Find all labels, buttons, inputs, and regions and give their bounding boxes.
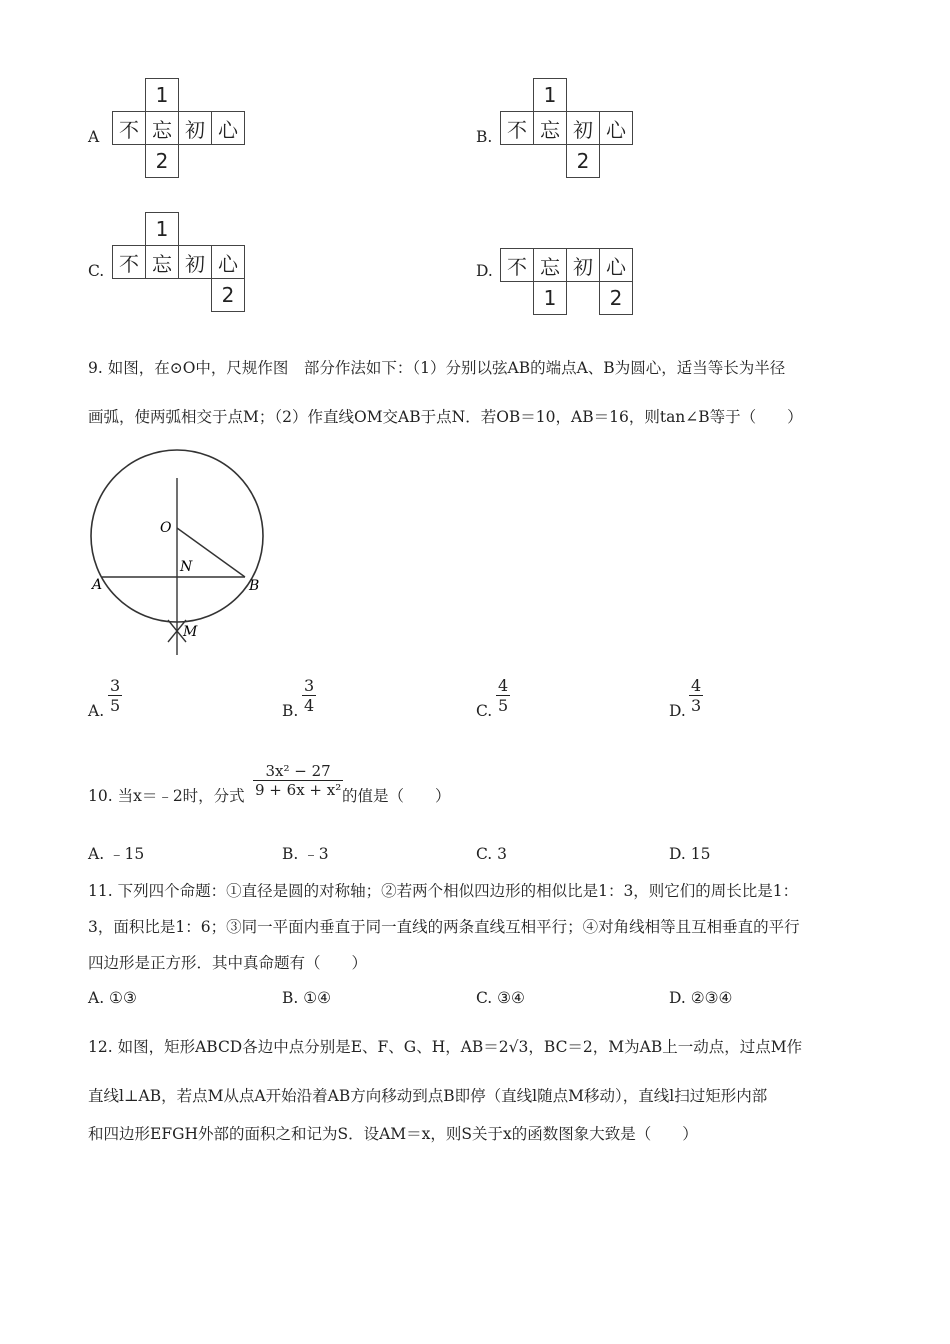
net-cell-middle: 忘: [145, 111, 179, 145]
q10-denominator: 9 + 6x + x²: [255, 781, 342, 799]
net-cell-middle: 忘: [145, 245, 179, 279]
q10-option-b: B. ﹣3: [282, 845, 329, 863]
net-cell-top: 1: [533, 78, 567, 112]
q10-suffix: 的值是（ ）: [342, 787, 451, 805]
q11-option-c: C. ③④: [476, 989, 525, 1007]
net-cell-middle: 忘: [533, 248, 567, 282]
q11-option-d: D. ②③④: [669, 989, 733, 1007]
net-cell-middle: 心: [599, 248, 633, 282]
net-cell-middle: 忘: [533, 111, 567, 145]
fraction-denominator: 3: [691, 696, 702, 715]
net-cell-top: 1: [145, 212, 179, 246]
net-cell-bottom: 2: [211, 278, 245, 312]
cube-net-label: A: [88, 128, 100, 146]
q12-line1: 12. 如图，矩形ABCD各边中点分别是E、F、G、H，AB＝2√3，BC＝2，M为AB上一动点，过点M作: [88, 1038, 803, 1056]
fraction-denominator: 5: [110, 696, 121, 715]
fraction-numerator: 3: [110, 676, 121, 695]
q10-fraction: [253, 762, 343, 799]
label-n: N: [180, 559, 193, 575]
net-cell-middle: 初: [178, 245, 212, 279]
cube-net-label: C.: [88, 262, 105, 280]
q9-option-label: A.: [88, 702, 105, 720]
q11-line3: 四边形是正方形．其中真命题有（ ）: [88, 954, 368, 972]
q12-line3: 和四边形EFGH外部的面积之和记为S．设AM＝x，则S关于x的函数图象大致是（ ）: [88, 1125, 698, 1143]
q9-option-label: D.: [669, 702, 686, 720]
cube-net-label: B.: [476, 128, 493, 146]
q10-option-d: D. 15: [669, 845, 711, 863]
label-a: A: [92, 577, 103, 593]
net-cell-middle: 不: [500, 248, 534, 282]
q9-option-fraction: [302, 676, 316, 715]
net-cell-bottom: 2: [145, 144, 179, 178]
fraction-numerator: 4: [691, 676, 702, 695]
net-cell-middle: 不: [112, 245, 146, 279]
q11-option-a: A. ①③: [88, 989, 137, 1007]
net-cell-middle: 心: [211, 111, 245, 145]
q11-line2: 3，面积比是1：6；③同一平面内垂直于同一直线的两条直线互相平行；④对角线相等且互相垂直的平行: [88, 918, 800, 936]
q9-option-label: B.: [282, 702, 299, 720]
q11-line1: 11. 下列四个命题：①直径是圆的对称轴；②若两个相似四边形的相似比是1：3，则它们的周长比是1：: [88, 882, 799, 900]
q10-numerator: 3x² − 27: [265, 762, 331, 780]
q9-line2: 画弧，使两弧相交于点M；（2）作直线OM交AB于点N．若OB＝10，AB＝16，则tan∠B等于（ ）: [88, 408, 803, 426]
q10-option-c: C. 3: [476, 845, 508, 863]
fraction-numerator: 3: [304, 676, 315, 695]
q10-option-a: A. ﹣15: [88, 845, 145, 863]
q9-option-label: C.: [476, 702, 493, 720]
net-cell-middle: 初: [178, 111, 212, 145]
net-cell-middle: 初: [566, 111, 600, 145]
q10-prefix: 10. 当x＝﹣2时，分式: [88, 787, 245, 805]
net-cell-bottom: 2: [566, 144, 600, 178]
net-cell-middle: 心: [211, 245, 245, 279]
net-cell-middle: 不: [112, 111, 146, 145]
fraction-denominator: 4: [304, 696, 315, 715]
net-cell-bottom: 1: [533, 281, 567, 315]
circle-figure: [84, 440, 274, 665]
net-cell-middle: 初: [566, 248, 600, 282]
q12-line2: 直线l⊥AB，若点M从点A开始沿着AB方向移动到点B即停（直线l随点M移动），直线l扫过矩形内部: [88, 1087, 768, 1105]
net-cell-middle: 心: [599, 111, 633, 145]
net-cell-middle: 不: [500, 111, 534, 145]
fraction-denominator: 5: [498, 696, 509, 715]
q9-line1: 9. 如图，在⊙O中，尺规作图 部分作法如下：（1）分别以弦AB的端点A、B为圆心，适当等长为半径: [88, 359, 786, 377]
q11-option-b: B. ①④: [282, 989, 332, 1007]
label-b: B: [249, 578, 260, 594]
q9-option-fraction: [496, 676, 510, 715]
fraction-numerator: 4: [498, 676, 509, 695]
q9-option-fraction: [108, 676, 122, 715]
label-m: M: [183, 624, 198, 640]
q9-option-fraction: [689, 676, 703, 715]
net-cell-top: 1: [145, 78, 179, 112]
cube-net-label: D.: [476, 262, 493, 280]
net-cell-bottom: 2: [599, 281, 633, 315]
label-o: O: [160, 520, 172, 536]
